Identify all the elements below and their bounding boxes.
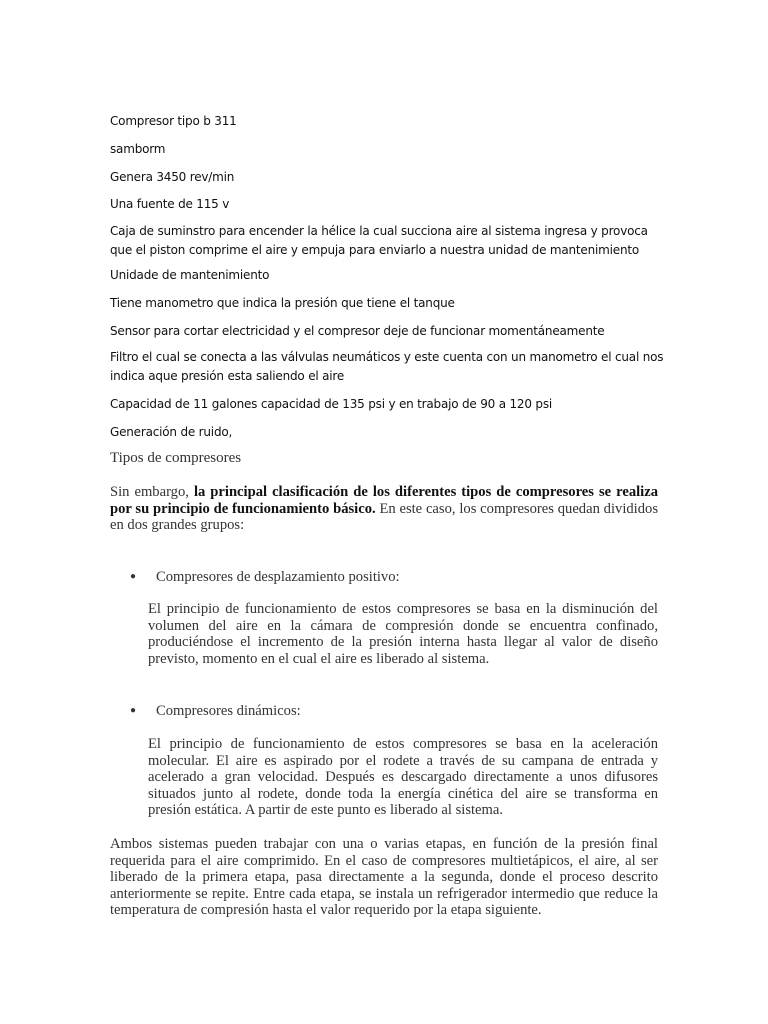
bullet-dot: ● [130, 571, 137, 582]
note-sensor: Sensor para cortar electricidad y el compresor deje de funcionar momentáneamente [110, 324, 605, 338]
note-brand: samborm [110, 142, 166, 156]
section-heading: Tipos de compresores [110, 450, 242, 466]
bullet-dot: ● [130, 705, 137, 716]
intro-lead: Sin embargo, [110, 484, 194, 500]
positive-displacement-text: El principio de funcionamiento de estos compresores se basa en la disminución del volumen del aire en la cámara de compresión donde se encuentra confinado, produciéndose el incremento de la presión interna hasta llegar al valor de diseño previsto, momento en el cual el aire es liberado al sistema. [148, 601, 658, 667]
intro-paragraph [110, 484, 658, 534]
closing-paragraph: Ambos sistemas pueden trabajar con una o varias etapas, en función de la presión final requerida para el aire comprimido. En el caso de compresores multietápicos, el aire, al ser liberado de la primera etapa, pasa directamente a la segunda, donde el proceso descrito anteriormente se repite. Entre cada etapa, se instala un refrigerador intermedio que reduce la temperatura de compresión hasta el valor requerido por la etapa siguiente. [110, 836, 658, 919]
note-compressor-type: Compresor tipo b 311 [110, 114, 237, 128]
bullet-dynamic [130, 702, 660, 720]
intro-bold: la principal clasificación de los diferentes tipos de compresores se realiza por su principio de funcionamiento básico. [110, 484, 658, 517]
note-manometer: Tiene manometro que indica la presión que tiene el tanque [110, 296, 455, 310]
note-filter: Filtro el cual se conecta a las válvulas neumáticos y este cuenta con un manometro el cual nos indica aque presión esta saliendo el aire [110, 350, 664, 383]
note-power-source: Una fuente de 115 v [110, 197, 230, 211]
bullet-positive-displacement [130, 568, 660, 586]
bullet-title: Compresores de desplazamiento positivo: [156, 569, 400, 585]
note-rpm: Genera 3450 rev/min [110, 170, 235, 184]
note-capacity: Capacidad de 11 galones capacidad de 135 psi y en trabajo de 90 a 120 psi [110, 397, 553, 411]
note-maintenance-unit: Unidade de mantenimiento [110, 268, 270, 282]
dynamic-text: El principio de funcionamiento de estos compresores se basa en la aceleración molecular. El aire es aspirado por el rodete a través de su campana de entrada y acelerado a gran velocidad. Después es descargado directamente a unos difusores situados junto al rodete, donde toda la energía cinética del aire se transforma en presión estática. A partir de este punto es liberado al sistema. [148, 736, 658, 819]
note-supply-box: Caja de suminstro para encender la hélice la cual succiona aire al sistema ingresa y provoca que el piston comprime el aire y empuja para enviarlo a nuestra unidad de mantenimiento [110, 224, 648, 257]
note-noise: Generación de ruido, [110, 425, 233, 439]
intro-rest: En este caso, los compresores quedan divididos en dos grandes grupos: [110, 500, 658, 534]
bullet-title: Compresores dinámicos: [156, 703, 301, 719]
